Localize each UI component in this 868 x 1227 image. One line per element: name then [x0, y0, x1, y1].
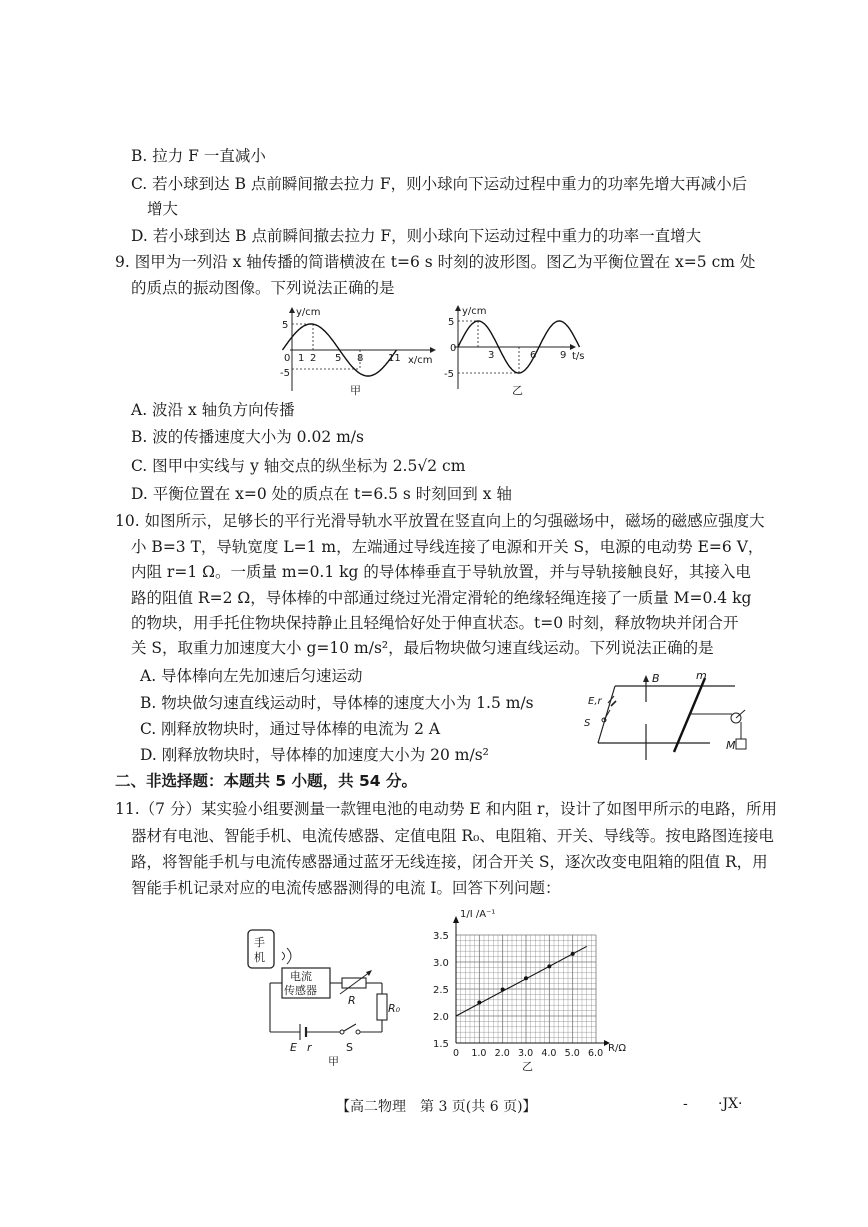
q11-stem-2: 器材有电池、智能手机、电流传感器、定值电阻 R₀、电阻箱、开关、导线等。按电路图连接电 [131, 827, 774, 845]
graph-ytick: 1.5 [433, 1039, 449, 1050]
vib-xtick: 3 [488, 350, 495, 361]
wave-ytick: 0 [284, 353, 291, 364]
q10-stem-4: 路的阻值 R=2 Ω，导体棒的中部通过绕过光滑定滑轮的绝缘轻绳连接了一质量 M=0.4 kg [131, 589, 752, 607]
q10-option-b: B. 物块做匀速直线运动时，导体棒的速度大小为 1.5 m/s [140, 694, 534, 712]
q9-option-d: D. 平衡位置在 x=0 处的质点在 t=6.5 s 时刻回到 x 轴 [131, 485, 512, 503]
sensor-label-2: 传感器 [284, 984, 317, 997]
q11-graph [430, 905, 630, 1075]
wave-xlabel: x/cm [408, 355, 433, 366]
graph-xtick: 1.0 [471, 1048, 487, 1059]
graph-xtick: 4.0 [541, 1048, 557, 1059]
vib-xtick: 9 [560, 350, 567, 361]
q10-stem-1: 10. 如图所示，足够长的平行光滑导轨水平放置在竖直向上的匀强磁场中，磁场的磁感应强度大 [115, 512, 765, 530]
graph-xtick: 3.0 [518, 1048, 534, 1059]
emf-label: E [290, 1041, 297, 1054]
q10-stem-2: 小 B=3 T，导轨宽度 L=1 m，左端通过导线连接了电源和开关 S，电源的电动势 E=6 V， [131, 538, 764, 556]
vib-ytick: -5 [444, 369, 454, 380]
data-point [501, 988, 505, 992]
rail-label-m: m [696, 669, 707, 682]
footer-code: ·JX· [718, 1096, 743, 1112]
q9-wave-figure [280, 305, 440, 397]
graph-ytick: 2.5 [433, 985, 449, 996]
vib-ytick: 5 [448, 317, 455, 328]
graph-ytick: 3.0 [433, 958, 449, 969]
q8-option-c: C. 若小球到达 B 点前瞬间撤去拉力 F，则小球向下运动过程中重力的功率先增大再减小后 [131, 175, 748, 193]
graph-xtick: 6.0 [588, 1048, 604, 1059]
q9-stem-cont: 的质点的振动图像。下列说法正确的是 [131, 279, 395, 297]
q9-vibration-figure [444, 305, 594, 397]
graph-ylabel: 1/I /A⁻¹ [460, 909, 496, 920]
vib-xtick: 6 [530, 350, 537, 361]
internal-r-label: r [307, 1041, 312, 1054]
q8-option-b: B. 拉力 F 一直减小 [131, 147, 266, 165]
q9-option-a: A. 波沿 x 轴负方向传播 [131, 401, 295, 419]
q9-stem: 9. 图甲为一列沿 x 轴传播的简谐横波在 t=6 s 时刻的波形图。图乙为平衡位置在 x=5 cm 处 [115, 253, 756, 271]
phone-label-2: 机 [254, 951, 265, 964]
q8-option-c-cont: 增大 [147, 200, 179, 218]
q11-stem-4: 智能手机记录对应的电流传感器测得的电流 I。回答下列问题： [131, 879, 561, 897]
q10-option-c: C. 刚释放物块时，通过导体棒的电流为 2 A [140, 720, 441, 738]
rail-label-er: E,r [588, 696, 602, 707]
vib-caption: 乙 [512, 384, 523, 397]
graph-caption: 乙 [522, 1060, 533, 1073]
q10-stem-6: 关 S，取重力加速度大小 g=10 m/s²，最后物块做匀速直线运动。下列说法正确的是 [131, 639, 714, 657]
rail-label-bigm: M [726, 739, 736, 752]
q11-stem-3: 路，将智能手机与电流传感器通过蓝牙无线连接，闭合开关 S，逐次改变电阻箱的阻值 R，用 [131, 853, 768, 871]
graph-ytick: 2.0 [433, 1012, 449, 1023]
phone-label-1: 手 [254, 936, 265, 949]
section-2-heading: 二、非选择题：本题共 5 小题，共 54 分。 [115, 772, 417, 790]
q8-option-d: D. 若小球到达 B 点前瞬间撤去拉力 F，则小球向下运动过程中重力的功率一直增大 [131, 227, 702, 245]
resistor-box-label: R [348, 994, 356, 1007]
graph-xlabel: R/Ω [608, 1043, 626, 1054]
q10-stem-3: 内阻 r=1 Ω。一质量 m=0.1 kg 的导体棒垂直于导轨放置，并与导轨接触良好，其接入电 [131, 563, 751, 581]
graph-xtick: 5.0 [564, 1048, 580, 1059]
data-point [477, 1001, 481, 1005]
vib-ylabel: y/cm [462, 306, 487, 317]
wave-xtick: 2 [310, 353, 317, 364]
q10-rail-figure [580, 666, 760, 762]
data-point [571, 952, 575, 956]
graph-ytick: 3.5 [433, 931, 449, 942]
wave-xtick: 8 [357, 353, 364, 364]
sensor-label-1: 电流 [290, 970, 312, 983]
q9-option-b: B. 波的传播速度大小为 0.02 m/s [131, 428, 364, 446]
vib-ytick: 0 [450, 343, 457, 354]
rail-label-s: S [584, 718, 591, 729]
footer-mark: - [683, 1096, 688, 1112]
switch-label: S [346, 1041, 353, 1054]
q10-option-d: D. 刚释放物块时，导体棒的加速度大小为 20 m/s² [140, 746, 489, 764]
q11-stem-1: 11.（7 分）某实验小组要测量一款锂电池的电动势 E 和内阻 r，设计了如图甲所示的电路，所用 [115, 800, 777, 818]
q11-circuit-figure [244, 926, 414, 1066]
wave-ytick: 5 [282, 320, 289, 331]
wave-ytick: -5 [280, 368, 290, 379]
wave-xtick: 1 [298, 353, 305, 364]
q10-stem-5: 的物块，用手托住物块保持静止且轻绳恰好处于伸直状态。t=0 时刻，释放物块并闭合开 [131, 614, 739, 632]
r0-label: R₀ [388, 1002, 401, 1015]
q9-option-c: C. 图甲中实线与 y 轴交点的纵坐标为 2.5√2 cm [131, 457, 466, 475]
wave-xtick: 5 [335, 353, 342, 364]
graph-xtick: 0 [453, 1048, 460, 1059]
footer-title: 【高二物理 第 3 页(共 6 页)】 [336, 1099, 537, 1115]
rail-label-b: B [652, 672, 660, 685]
q10-option-a: A. 导体棒向左先加速后匀速运动 [140, 667, 363, 685]
data-point [524, 976, 528, 980]
wave-xtick: 11 [388, 353, 401, 364]
wave-ylabel: y/cm [296, 307, 321, 318]
circuit-caption: 甲 [328, 1055, 339, 1066]
vib-xlabel: t/s [572, 351, 585, 362]
wave-caption: 甲 [350, 384, 361, 397]
graph-xtick: 2.0 [494, 1048, 510, 1059]
data-point [547, 964, 551, 968]
